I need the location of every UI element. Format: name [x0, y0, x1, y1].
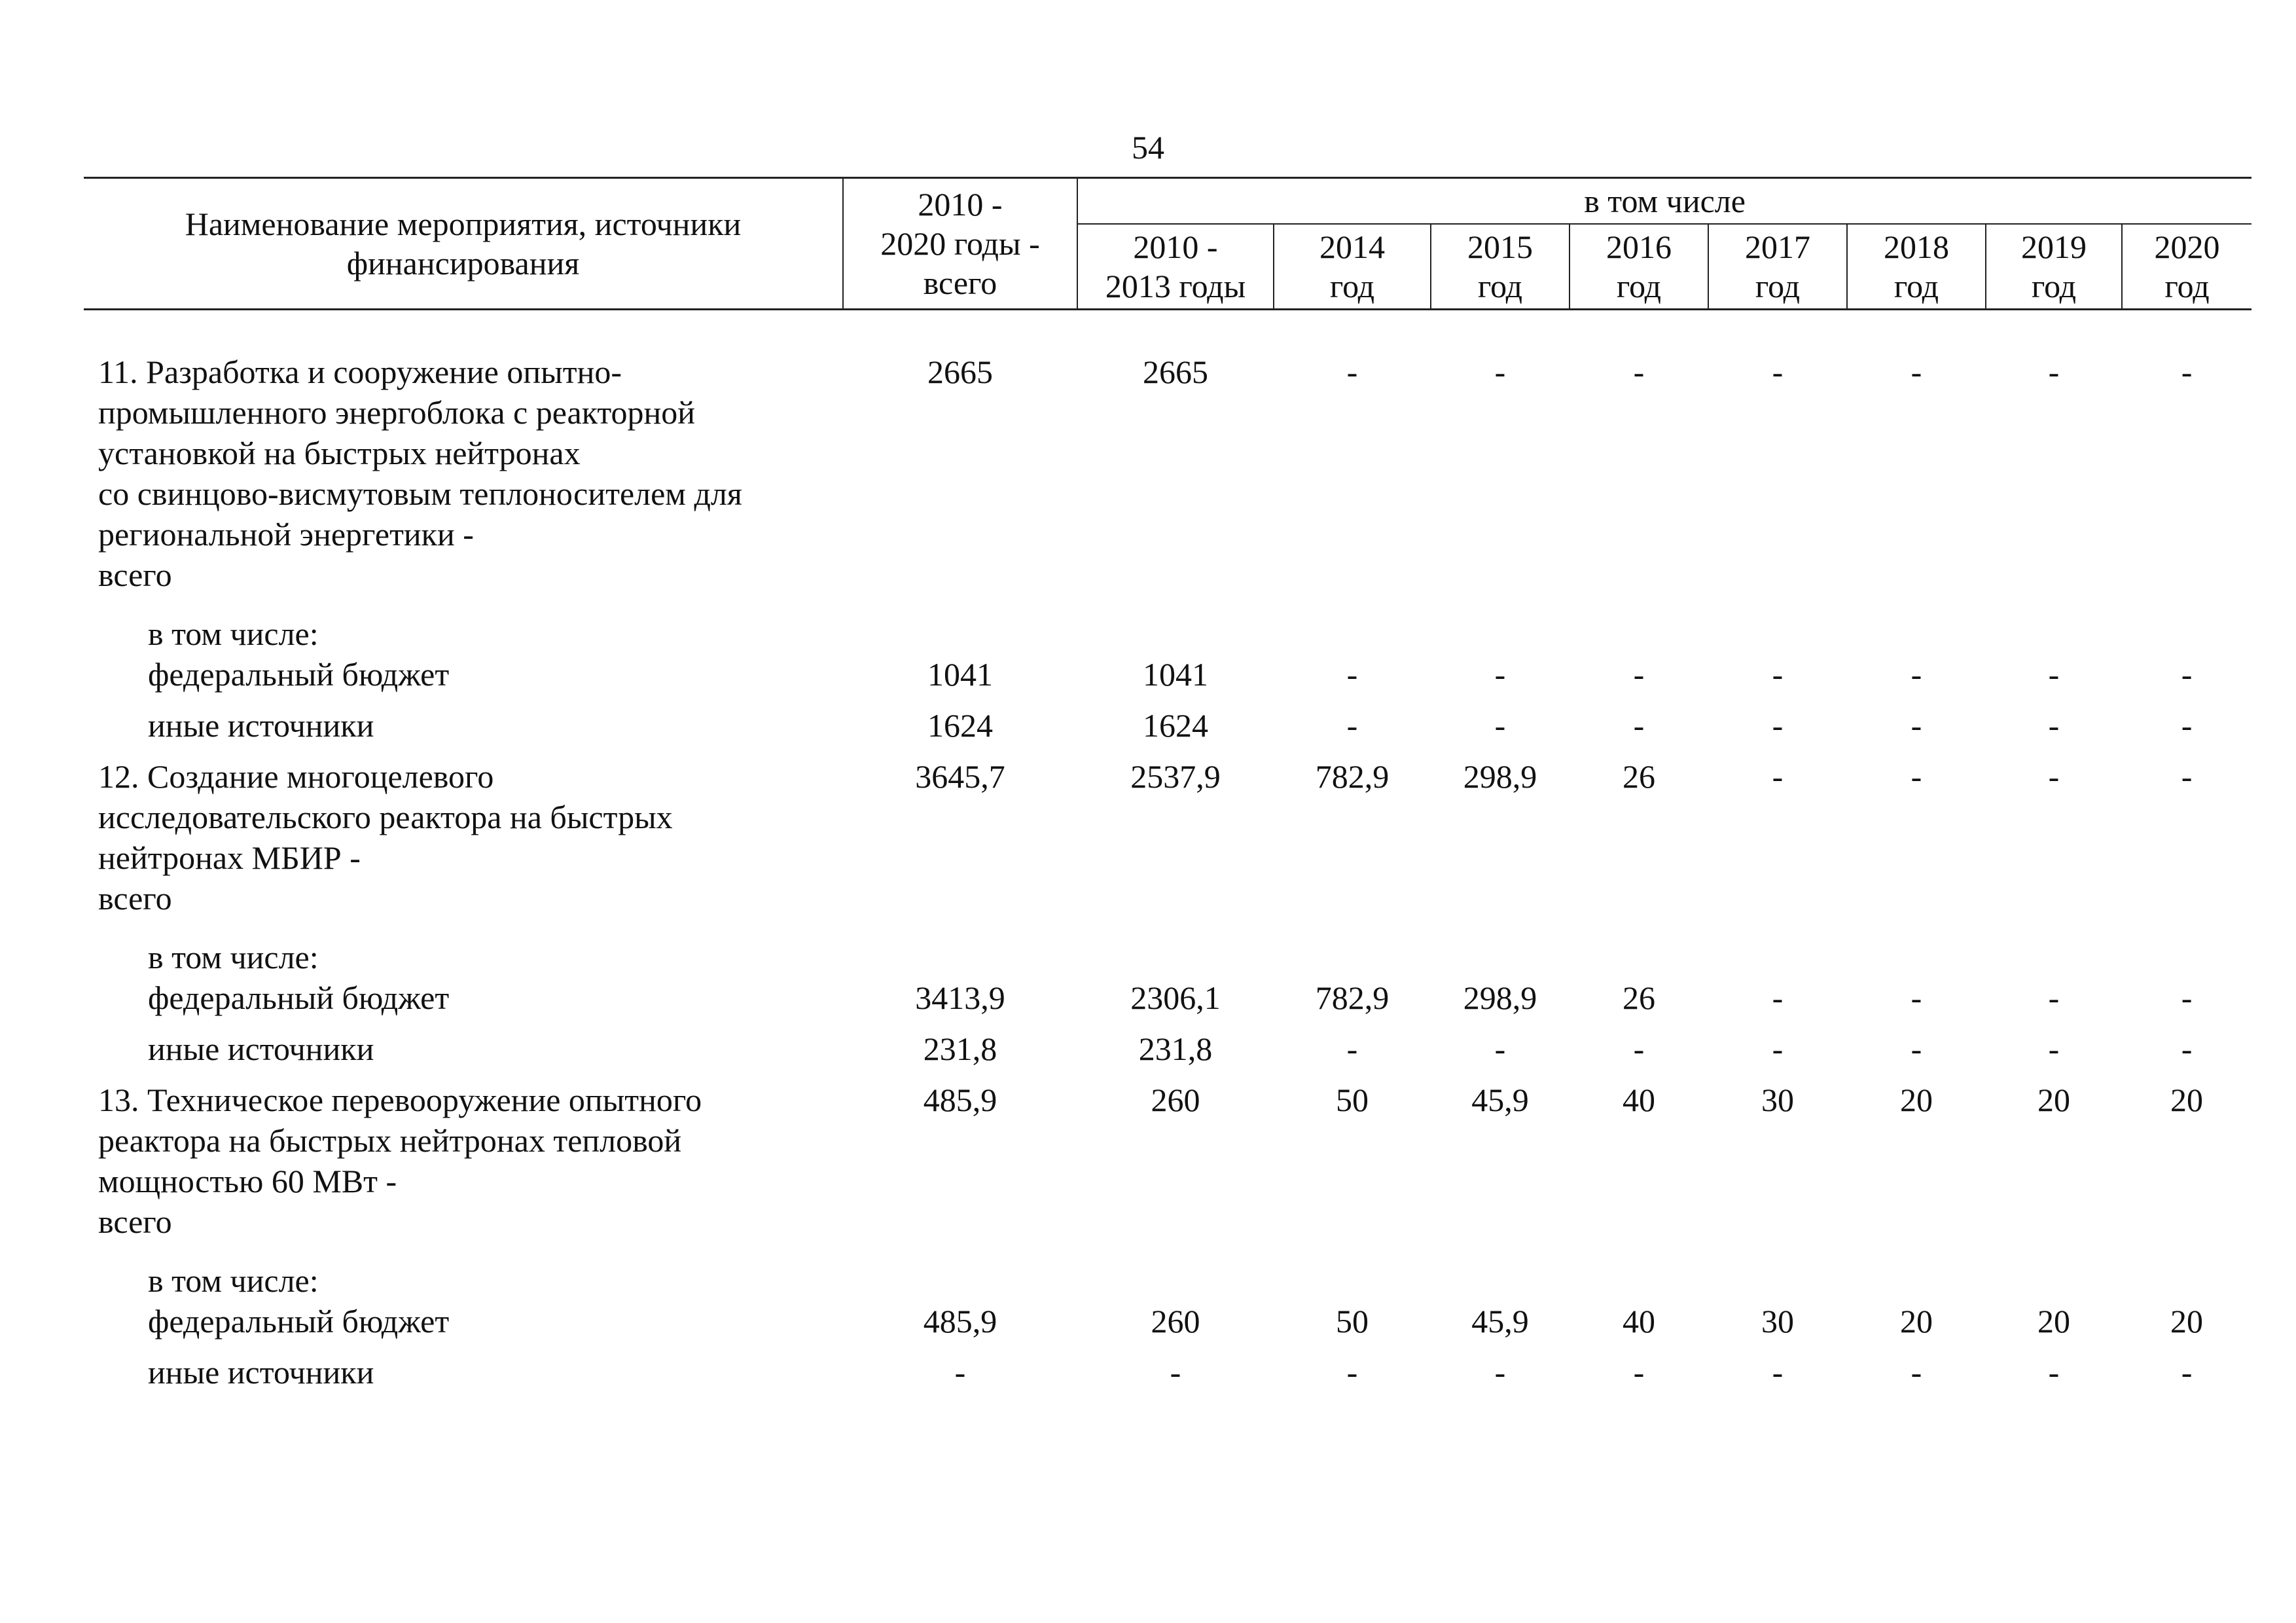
- table-cell: -: [1346, 656, 1358, 693]
- table-cell: -: [1346, 707, 1358, 744]
- table-cell: -: [1772, 758, 1784, 795]
- table-cell: -: [1910, 656, 1922, 693]
- table-row: [84, 346, 2251, 600]
- table-cell: -: [1772, 354, 1784, 390]
- table-cell: -: [1633, 1030, 1645, 1067]
- table-cell: 20: [2170, 1082, 2204, 1118]
- table-cell: -: [2181, 979, 2193, 1016]
- sub-label: в том числе:: [148, 939, 319, 976]
- table-cell: -: [1910, 758, 1922, 795]
- table-cell: -: [1910, 1354, 1922, 1391]
- header-col-2016: 2016 год: [1570, 224, 1708, 310]
- table-cell: -: [2181, 707, 2193, 744]
- table-row: [84, 1023, 2251, 1074]
- table-cell: 50: [1336, 1082, 1369, 1118]
- table-cell: -: [954, 1354, 966, 1391]
- table-cell: -: [1633, 354, 1645, 390]
- table-cell: -: [2048, 656, 2060, 693]
- table-cell: -: [1633, 656, 1645, 693]
- table-cell: 30: [1761, 1082, 1794, 1118]
- item-title: 12. Создание многоцелевого исследовательского реактора на быстрых нейтронах МБИР - всего: [98, 758, 673, 917]
- table-cell: 260: [1151, 1082, 1200, 1118]
- table-cell: 485,9: [923, 1082, 997, 1118]
- source-name: иные источники: [148, 1354, 374, 1391]
- table-cell: -: [1346, 354, 1358, 390]
- header-col-2010-2013: 2010 - 2013 годы: [1077, 224, 1274, 310]
- table-cell: 3645,7: [915, 758, 1005, 795]
- table-cell: -: [2048, 758, 2060, 795]
- source-name: иные источники: [148, 1030, 374, 1067]
- table-cell: -: [1170, 1354, 1181, 1391]
- table-cell: -: [1910, 1030, 1922, 1067]
- table-cell: 260: [1151, 1303, 1200, 1340]
- table-cell: -: [2048, 1354, 2060, 1391]
- table-header: [84, 178, 2251, 310]
- table-cell: 20: [2170, 1303, 2204, 1340]
- table-cell: -: [1772, 656, 1784, 693]
- table-cell: -: [1910, 979, 1922, 1016]
- table-cell: 2665: [1143, 354, 1208, 390]
- table-body: [84, 310, 2251, 1398]
- table-cell: 50: [1336, 1303, 1369, 1340]
- table-cell: 3413,9: [915, 979, 1005, 1016]
- table-cell: -: [1346, 1030, 1358, 1067]
- table-cell: -: [1346, 1354, 1358, 1391]
- table-cell: 20: [2037, 1082, 2070, 1118]
- table-cell: -: [2181, 656, 2193, 693]
- table-cell: 45,9: [1471, 1303, 1529, 1340]
- table-cell: 485,9: [923, 1303, 997, 1340]
- table-cell: -: [1772, 1354, 1784, 1391]
- table-cell: 1624: [1143, 707, 1208, 744]
- table-cell: 45,9: [1471, 1082, 1529, 1118]
- sub-label: в том числе:: [148, 615, 319, 652]
- header-group-label: в том числе: [1077, 178, 2251, 225]
- table-cell: 20: [2037, 1303, 2070, 1340]
- table-cell: -: [2048, 354, 2060, 390]
- table-row: [84, 600, 2251, 700]
- table-cell: 20: [1900, 1082, 1933, 1118]
- table-cell: 298,9: [1463, 979, 1537, 1016]
- table-cell: -: [2181, 758, 2193, 795]
- table-cell: -: [1494, 656, 1506, 693]
- table-cell: 20: [1900, 1303, 1933, 1340]
- table-cell: -: [1910, 707, 1922, 744]
- source-name: в том числе: федеральный бюджет: [84, 1247, 843, 1347]
- table-cell: 40: [1623, 1303, 1655, 1340]
- table-cell: -: [2048, 707, 2060, 744]
- table-cell: -: [2181, 354, 2193, 390]
- header-total-col: 2010 - 2020 годы - всего: [843, 178, 1077, 310]
- table-cell: 30: [1761, 1303, 1794, 1340]
- table-cell: 782,9: [1315, 979, 1390, 1016]
- table-cell: -: [2048, 979, 2060, 1016]
- table-cell: -: [1494, 707, 1506, 744]
- header-col-2015: 2015 год: [1431, 224, 1570, 310]
- table-cell: 782,9: [1315, 758, 1390, 795]
- table-cell: -: [1772, 979, 1784, 1016]
- table-cell: 26: [1623, 979, 1655, 1016]
- table-cell: -: [1494, 354, 1506, 390]
- table-cell: -: [1772, 707, 1784, 744]
- header-col-2017: 2017 год: [1708, 224, 1847, 310]
- header-col-2019: 2019 год: [1986, 224, 2122, 310]
- sub-label: в том числе:: [148, 1262, 319, 1299]
- header-name-col: Наименование мероприятия, источники финансирования: [84, 178, 843, 310]
- table-row: [84, 1074, 2251, 1247]
- table-cell: -: [2181, 1030, 2193, 1067]
- source-name: в том числе: федеральный бюджет: [84, 600, 843, 700]
- table-cell: 2306,1: [1130, 979, 1221, 1016]
- table-cell: 2665: [927, 354, 993, 390]
- table-cell: -: [1494, 1354, 1506, 1391]
- table-cell: 298,9: [1463, 758, 1537, 795]
- header-col-2018: 2018 год: [1847, 224, 1986, 310]
- table-row: [84, 700, 2251, 751]
- table-cell: 231,8: [1138, 1030, 1213, 1067]
- table-cell: 1624: [927, 707, 993, 744]
- table-cell: 2537,9: [1130, 758, 1221, 795]
- table-cell: -: [2048, 1030, 2060, 1067]
- table-cell: -: [1772, 1030, 1784, 1067]
- table-cell: -: [1633, 707, 1645, 744]
- table-cell: -: [1910, 354, 1922, 390]
- table-cell: 1041: [927, 656, 993, 693]
- table-row: [84, 1347, 2251, 1398]
- table-row: [84, 751, 2251, 924]
- item-title: 11. Разработка и сооружение опытно- промышленного энергоблока с реакторной установкой на быстрых нейтронах со свинцово-висмутовым теплоносителем для региональной энергетики - всего: [98, 354, 742, 593]
- table-row: [84, 1247, 2251, 1347]
- item-title: 13. Техническое перевооружение опытного реактора на быстрых нейтронах тепловой мощностью 60 МВт - всего: [98, 1082, 702, 1240]
- table-cell: -: [2181, 1354, 2193, 1391]
- funding-table: [84, 177, 2251, 1398]
- header-col-2014: 2014 год: [1274, 224, 1431, 310]
- source-name: иные источники: [148, 707, 374, 744]
- table-cell: -: [1494, 1030, 1506, 1067]
- source-name: в том числе: федеральный бюджет: [84, 924, 843, 1023]
- table-cell: 1041: [1143, 656, 1208, 693]
- table-cell: 40: [1623, 1082, 1655, 1118]
- table-cell: 231,8: [923, 1030, 997, 1067]
- table-cell: 26: [1623, 758, 1655, 795]
- table-row: [84, 924, 2251, 1023]
- page-number: 54: [1132, 129, 1164, 166]
- header-col-2020: 2020 год: [2122, 224, 2251, 310]
- table-cell: -: [1633, 1354, 1645, 1391]
